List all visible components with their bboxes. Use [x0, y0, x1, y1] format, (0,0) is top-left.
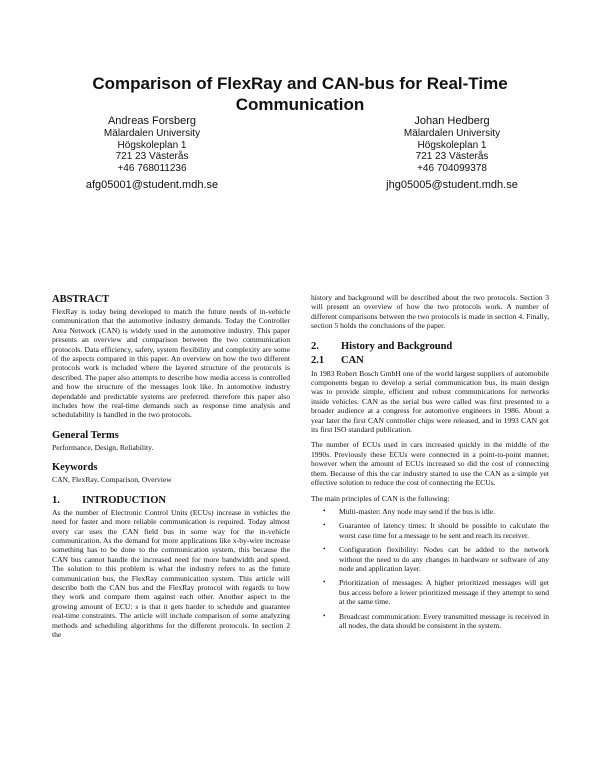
- author-email: jhg05005@student.mdh.se: [386, 179, 518, 191]
- author-block-1: [67, 115, 237, 192]
- author-address-line-1: Högskoleplan 1: [417, 139, 487, 151]
- list-item: • Prioritization of messages: A higher prioritized messages will get bus access before a lower prioritized message if they attempt to send at the same time.: [323, 578, 549, 607]
- author-name: Johan Hedberg: [414, 115, 490, 127]
- bullet-icon: •: [323, 545, 326, 554]
- author-address-line-2: 721 23 Västerås: [415, 151, 489, 162]
- author-name: Andreas Forsberg: [107, 115, 197, 127]
- section-number: 2.: [311, 340, 319, 352]
- right-column: [311, 293, 549, 635]
- left-column: [52, 294, 290, 639]
- list-item: • Guarantee of latency times: It should be possible to calculate the worst case time for a message to be sent and reach its receiver.: [323, 521, 549, 540]
- list-item: • Configuration flexibility: Nodes can be added to the network without the need to do any changes in hardware or software of any node and application layer.: [323, 545, 549, 573]
- section-2-heading: [311, 341, 549, 353]
- author-phone: +46 704099378: [417, 162, 487, 174]
- introduction-text: As the number of Electronic Control Units (ECUs) increase in vehicles the need for faster and more reliable communication is required. Today almost every car uses the CAN field bus in some way for the in-vehicle communication. As the demand for more applications like x-by-wire increase something has to be done to the communication system, this because the CAN bus cannot handle the increased need for more bandwidth and speed. The solution to this problem is what the industry refers to as the future communication bus, the FlexRay communication system. This article will describe both the CAN bus and the FlexRay protocol with regards to how they work and compare them against each other. Another aspect to the growing amount of ECU: s is that it gets harder to schedule and guarantee real-time constraints. The article will include comparison of some analyzing methods and scheduling algorithms for the different protocols. In section 2 the: [52, 507, 290, 639]
- introduction-heading: [52, 495, 290, 507]
- section-number: 1.: [52, 494, 60, 506]
- bullet-icon: •: [323, 578, 326, 587]
- author-block-2: [367, 115, 537, 192]
- abstract-text: FlexRay is today being developed to match the future needs of in-vehicle communication that the automotive industry demands. Today the Controller Area Network (CAN) is widely used in the automotive industry. This paper presents an overview and comparison between the two communication protocols. Data efficiency, safety, system flexibility and complexity are some of the aspects compared in this paper. An overview on how the two different protocols work is included where the layered structure of the protocols is described. The paper also attempts to describe how media access is controlled and how the structure of the messages look like. In automotive industry dependable and predictable systems are preferred. therefore this paper also includes how the real-time demands such as response time analysis and schedulability is handled in the two protocols.: [52, 307, 290, 420]
- author-affiliation: Mälardalen University: [403, 128, 501, 139]
- abstract-heading: ABSTRACT: [52, 294, 110, 305]
- can-paragraph-1: In 1983 Robert Bosch GmbH one of the world largest suppliers of automobile components began to develop a serial communication bus, its main design was to provide simple, efficient and robust communications for networks inside vehicles. CAN as the serial bus were called was first presented to a broader audience at a congress for automotive engineers in 1986. About a year later the first CAN controller chips were released, and in 1993 CAN got its first ISO standard publication.: [311, 368, 549, 435]
- general-terms-text: Performance, Design, Reliability.: [52, 442, 154, 452]
- section-title: INTRODUCTION: [82, 494, 167, 506]
- can-principles-list: [311, 507, 549, 630]
- paper-title: Comparison of FlexRay and CAN-bus for Real-Time Communication: [92, 74, 508, 114]
- section-title: CAN: [341, 354, 364, 366]
- bullet-icon: •: [323, 611, 326, 620]
- keywords-heading: Keywords: [52, 462, 98, 474]
- author-affiliation: Mälardalen University: [103, 128, 201, 139]
- introduction-text-continued: history and background will be described about the two protocols. Section 3 will present an overview of how the two protocols work. A number of different comparisons between the two protocols is made in section 4. Finally, section 5 holds the conclusions of the paper.: [311, 293, 549, 331]
- section-title: History and Background: [341, 340, 453, 352]
- bullet-icon: •: [323, 506, 326, 515]
- section-number: 2.1: [311, 354, 325, 366]
- author-address-line-1: Högskoleplan 1: [117, 139, 187, 151]
- author-address-line-2: 721 23 Västerås: [115, 151, 189, 162]
- can-principles-intro: The main principles of CAN is the following:: [311, 493, 450, 503]
- section-2-1-heading: [311, 355, 549, 367]
- author-email: afg05001@student.mdh.se: [85, 179, 219, 191]
- bullet-icon: •: [323, 521, 326, 530]
- list-item: • Multi-master: Any node may send if the bus is idle.: [323, 506, 496, 516]
- author-phone: +46 768011236: [117, 162, 187, 174]
- keywords-text: CAN, FlexRay, Comparison, Overview: [52, 475, 172, 485]
- can-paragraph-2: The number of ECUs used in cars increased quickly in the middle of the 1990s. Previously these ECUs were connected in a point-to-point manner, however when the amount of ECUs increased so did the cost of connecting them. Because of this the car industry started to use the CAN as a simple yet effective solution to reduce the cost of connecting the ECUs.: [311, 440, 549, 488]
- list-item: • Broadcast communication: Every transmitted message is received in all nodes, the data should be consistent in the system.: [323, 611, 549, 630]
- general-terms-heading: General Terms: [52, 429, 119, 441]
